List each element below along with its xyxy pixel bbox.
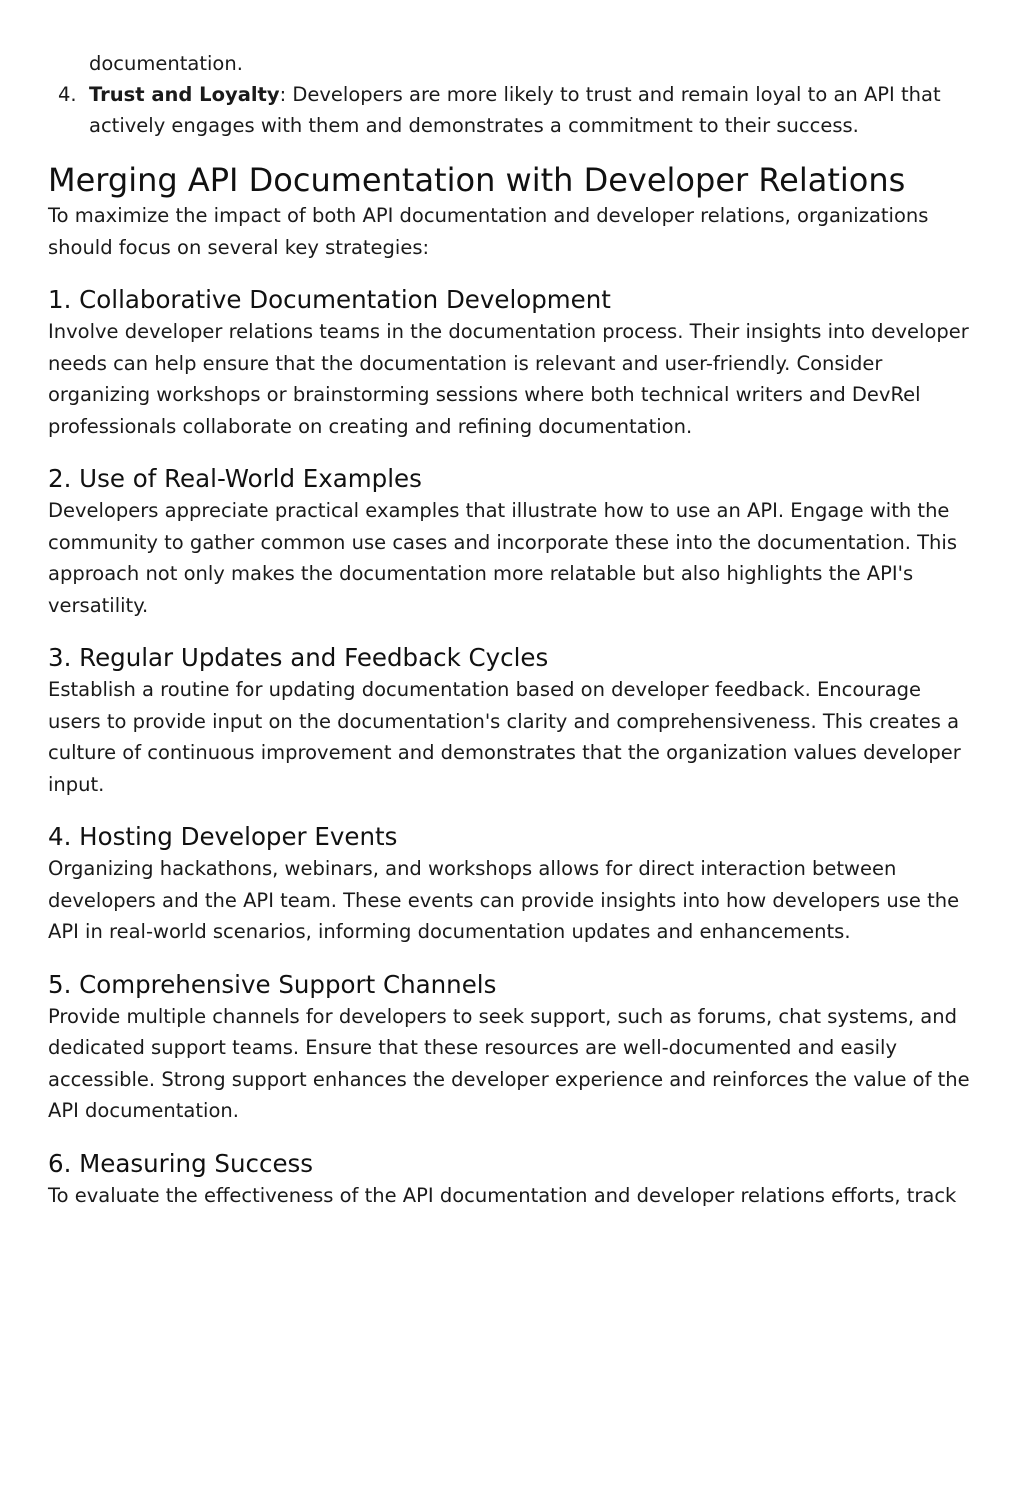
subsection-body-real-world-examples: Developers appreciate practical examples that illustrate how to use an API. Engage with the community to gather common use cases and incorporate these into the documentation. This approach not only makes the documentation more relatable but also highlights the API's versatility. bbox=[48, 499, 957, 617]
subsection-body-support-channels: Provide multiple channels for developers to seek support, such as forums, chat systems, and dedicated support teams. Ensure that these resources are well-documented and easily accessible. Strong support enhances the developer experience and reinforces the value of the API documentation. bbox=[48, 1004, 970, 1122]
subsection-heading-measuring-success: 6. Measuring Success bbox=[48, 1148, 314, 1178]
intro-paragraph: To maximize the impact of both API documentation and developer relations, organizations should focus on several key strategies: bbox=[48, 204, 929, 259]
subsection-heading-support-channels: 5. Comprehensive Support Channels bbox=[48, 969, 497, 999]
list-item-term: Trust and Loyalty bbox=[89, 83, 280, 106]
section-heading: Merging API Documentation with Developer Relations bbox=[48, 161, 906, 199]
document-page bbox=[0, 48, 1024, 1495]
list-item-number: 4. bbox=[58, 83, 77, 106]
subsection-heading-developer-events: 4. Hosting Developer Events bbox=[48, 822, 398, 851]
list-item-continuation: documentation. bbox=[89, 52, 243, 75]
subsection-body-developer-events: Organizing hackathons, webinars, and workshops allows for direct interaction between developers and the API team. These events can provide insights into how developers use the API in real-world scenarios, informing documentation updates and enhancements. bbox=[48, 857, 960, 943]
subsection-body-regular-updates: Establish a routine for updating documentation based on developer feedback. Encourage users to provide input on the documentation's clarity and comprehensiveness. This creates a culture of continuous improvement and demonstrates that the organization values developer input. bbox=[48, 678, 961, 796]
list-item-text: : Developers are more likely to trust and remain loyal to an API that actively engages with them and demonstrates a commitment to their success. bbox=[89, 83, 941, 137]
list-item-trust-and-loyalty bbox=[48, 79, 976, 141]
subsection-heading-collaborative-documentation: 1. Collaborative Documentation Development bbox=[48, 285, 611, 314]
subsection-heading-regular-updates: 3. Regular Updates and Feedback Cycles bbox=[48, 643, 549, 672]
subsection-body-collaborative-documentation: Involve developer relations teams in the documentation process. Their insights into developer needs can help ensure that the documentation is relevant and user-friendly. Consider organizing workshops or brainstorming sessions where both technical writers and DevRel professionals collaborate on creating and refining documentation. bbox=[48, 320, 969, 438]
subsection-body-measuring-success: To evaluate the effectiveness of the API documentation and developer relations efforts, track bbox=[48, 1183, 957, 1207]
subsection-heading-real-world-examples: 2. Use of Real-World Examples bbox=[48, 464, 422, 493]
